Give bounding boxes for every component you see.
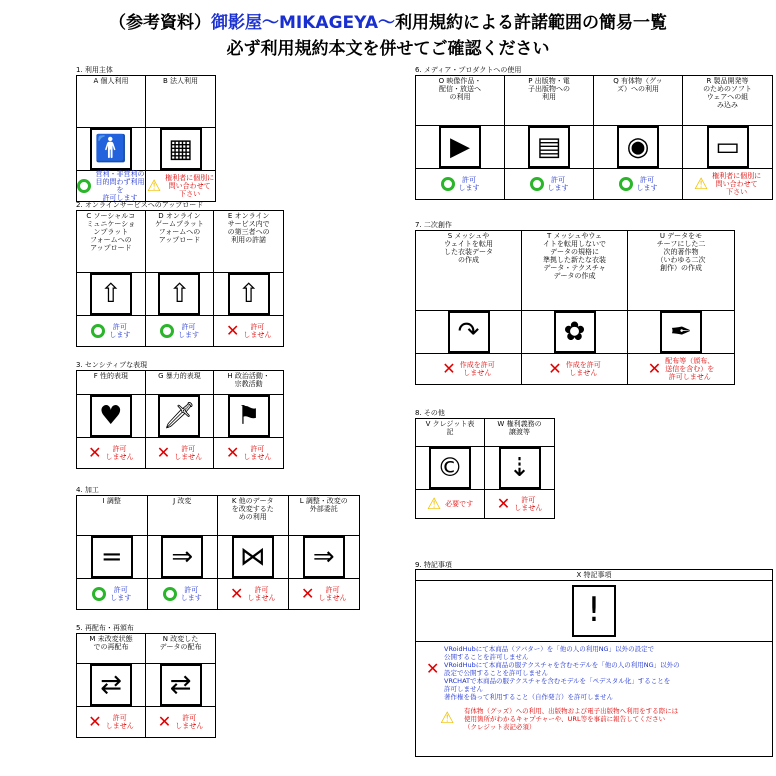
permission-cell bbox=[214, 371, 283, 468]
fabric-icon: ✿ bbox=[554, 311, 596, 353]
section-title: 5. 再配布・再頒布 bbox=[76, 624, 134, 632]
status bbox=[218, 579, 288, 609]
cross-icon: ✕ bbox=[230, 584, 244, 603]
status bbox=[214, 438, 283, 468]
permission-cell bbox=[77, 211, 146, 346]
status-text: 許可 します bbox=[177, 323, 199, 339]
cross-icon: ✕ bbox=[88, 443, 102, 462]
status bbox=[146, 171, 215, 201]
cross-icon: ✕ bbox=[156, 443, 171, 462]
section-title: 6. メディア・プロダクトへの使用 bbox=[415, 66, 522, 74]
permission-table bbox=[76, 370, 284, 469]
status-text: 許可 します bbox=[109, 323, 131, 339]
status bbox=[77, 707, 145, 737]
permission-cell bbox=[289, 496, 360, 609]
cell-header: F 性的表現 bbox=[77, 371, 145, 395]
upload-game-icon: ⇧ bbox=[158, 273, 200, 315]
status bbox=[77, 579, 147, 609]
status bbox=[214, 316, 283, 346]
status-text: 許可 しません bbox=[174, 445, 203, 461]
status-text: 許可 しません bbox=[243, 445, 272, 461]
status-text: 許可 します bbox=[547, 176, 569, 192]
status bbox=[146, 316, 214, 346]
section-title: 4. 加工 bbox=[76, 486, 99, 494]
status-text: 許可 します bbox=[458, 176, 480, 192]
status bbox=[416, 169, 504, 199]
status-text: 作成を許可 しません bbox=[565, 361, 601, 377]
status bbox=[522, 354, 627, 384]
section-title: 1. 利用主体 bbox=[76, 66, 113, 74]
status-text: 許可 しません bbox=[105, 714, 134, 730]
status bbox=[77, 171, 145, 201]
permission-table bbox=[76, 75, 216, 202]
section-title: 3. センシティブな表現 bbox=[76, 361, 148, 369]
section-title: 8. その他 bbox=[415, 409, 445, 417]
section-title: 9. 特記事項 bbox=[415, 561, 452, 569]
section-title: 2. オンラインサービスへのアップロード bbox=[76, 201, 204, 209]
permission-table bbox=[415, 230, 735, 385]
redistribute-icon: ⇄ bbox=[90, 664, 132, 706]
permission-cell bbox=[416, 231, 522, 384]
permission-cell bbox=[416, 76, 505, 199]
exclamation-icon: ! bbox=[416, 581, 772, 642]
permission-cell bbox=[77, 634, 146, 737]
status-text: 許可 しません bbox=[318, 586, 347, 602]
permission-cell bbox=[505, 76, 594, 199]
knife-icon: 🗡 bbox=[158, 395, 200, 437]
status-text: 権利者に個別に 問い合わせて 下さい bbox=[712, 172, 762, 196]
copyright-icon: © bbox=[429, 447, 471, 489]
permission-cell bbox=[218, 496, 289, 609]
transfer-icon: ⇣ bbox=[499, 447, 541, 489]
cell-header: Q 有体物（グッ ズ）への利用 bbox=[594, 76, 682, 126]
cell-header: I 調整 bbox=[77, 496, 147, 536]
permission-cell bbox=[214, 211, 283, 346]
cell-header: T メッシュやウェ イトを転用しないで データの規格に 準拠した新たな衣装 データ・テクスチャ データの作成 bbox=[522, 231, 627, 311]
cell-header: V クレジット表 記 bbox=[416, 419, 484, 447]
status-text: 配布等（頒布、 送信を含む）を 許可しません bbox=[665, 357, 715, 381]
status bbox=[505, 169, 593, 199]
status-text: 許可 しません bbox=[243, 323, 272, 339]
permission-cell bbox=[628, 231, 734, 384]
status-text: 許可 しません bbox=[175, 714, 204, 730]
permission-cell bbox=[77, 496, 148, 609]
page-subtitle: 必ず利用規約本文を併せてご確認ください bbox=[226, 39, 550, 59]
status bbox=[594, 169, 682, 199]
cell-header: A 個人利用 bbox=[77, 76, 145, 128]
permission-cell bbox=[77, 371, 146, 468]
status bbox=[485, 490, 554, 518]
cell-header: G 暴力的表現 bbox=[146, 371, 214, 395]
cell-header: O 映像作品・ 配信・放送へ の利用 bbox=[416, 76, 504, 126]
status-text: 許可 しません bbox=[105, 445, 134, 461]
share-icon: ⇧ bbox=[228, 273, 270, 315]
permission-table bbox=[415, 75, 773, 200]
permission-cell bbox=[485, 419, 554, 518]
permission-cell bbox=[522, 231, 628, 384]
notes-panel bbox=[415, 569, 773, 757]
permission-table bbox=[76, 633, 216, 738]
cell-header: P 出版物・電 子出版物への 利用 bbox=[505, 76, 593, 126]
permission-cell bbox=[146, 211, 215, 346]
status bbox=[146, 438, 214, 468]
status-text: 許可 します bbox=[180, 586, 202, 602]
person-icon: 🚹 bbox=[90, 128, 132, 170]
cell-header: R 製品開発等 のためのソフト ウェアへの組 み込み bbox=[683, 76, 772, 126]
software-icon: ▭ bbox=[707, 126, 749, 168]
cross-icon: ✕ bbox=[496, 494, 511, 513]
warning-icon: ⚠ bbox=[146, 176, 162, 195]
cross-icon: ✕ bbox=[426, 659, 440, 678]
cross-icon: ✕ bbox=[157, 712, 172, 731]
circle-ok-icon bbox=[160, 324, 174, 338]
circle-ok-icon bbox=[441, 177, 455, 191]
permission-table bbox=[76, 495, 360, 610]
caution-text: ⚠ 有体物（グッズ）への利用、出版物および電子出版物へ利用をする際には 使用箇所がわかるキャプチャーや、URL等を事前に報告してください （クレジット表記必須） bbox=[440, 707, 679, 731]
notes-header: X 特記事項 bbox=[416, 570, 772, 581]
cell-header: M 未改変状態 での再配布 bbox=[77, 634, 145, 664]
cell-header: B 法人利用 bbox=[146, 76, 215, 128]
cross-icon: ✕ bbox=[647, 359, 662, 378]
page-title: （参考資料）御影屋～MIKAGEYA～利用規約による許諾範囲の簡易一覧 bbox=[109, 13, 667, 33]
cross-icon: ✕ bbox=[301, 584, 315, 603]
status-text: 権利者に個別に 問い合わせて 下さい bbox=[165, 174, 215, 198]
status-text: 許可 しません bbox=[514, 496, 543, 512]
permission-table bbox=[415, 418, 555, 519]
status-text: 許可 しません bbox=[247, 586, 276, 602]
redistribute-modified-icon: ⇄ bbox=[160, 664, 202, 706]
warning-icon: ⚠ bbox=[440, 708, 455, 727]
cross-icon: ✕ bbox=[548, 359, 562, 378]
warning-icon: ⚠ bbox=[693, 174, 709, 193]
modify-icon: ⇒ bbox=[161, 536, 203, 578]
video-icon: ▶ bbox=[439, 126, 481, 168]
upload-avatar-icon: ⇧ bbox=[90, 273, 132, 315]
hearts-icon: ♥ bbox=[90, 395, 132, 437]
cell-header: W 権利義務の 譲渡等 bbox=[485, 419, 554, 447]
goods-icon: ◉ bbox=[617, 126, 659, 168]
permission-cell bbox=[146, 634, 215, 737]
building-icon: ▦ bbox=[160, 128, 202, 170]
permission-cell bbox=[148, 496, 219, 609]
status bbox=[77, 438, 145, 468]
status bbox=[683, 169, 772, 199]
status-text: 作成を許可 しません bbox=[459, 361, 495, 377]
bow-icon: ⋈ bbox=[232, 536, 274, 578]
status bbox=[148, 579, 218, 609]
adjust-icon: = bbox=[91, 536, 133, 578]
outsource-icon: ⇒ bbox=[303, 536, 345, 578]
status bbox=[77, 316, 145, 346]
cross-icon: ✕ bbox=[225, 443, 240, 462]
cell-header: K 他のデータ を改変するた めの利用 bbox=[218, 496, 288, 536]
circle-ok-icon bbox=[77, 179, 91, 193]
section-title: 7. 二次創作 bbox=[415, 221, 452, 229]
status bbox=[628, 354, 734, 384]
cross-icon: ✕ bbox=[225, 321, 240, 340]
cell-header: J 改変 bbox=[148, 496, 218, 536]
podium-icon: ⚑ bbox=[228, 395, 270, 437]
permission-cell bbox=[594, 76, 683, 199]
circle-ok-icon bbox=[92, 587, 106, 601]
permission-cell bbox=[146, 371, 215, 468]
status-text: 許可 します bbox=[636, 176, 658, 192]
permission-cell bbox=[146, 76, 215, 201]
pen-icon: ✒ bbox=[660, 311, 702, 353]
cross-icon: ✕ bbox=[88, 712, 102, 731]
rules-text: ✕ VRoidHubにて本商品（アバター）を「他の人の利用NG」以外の設定で 公開することを許可しません VRoidHubにて本商品の服テクスチャを含むモデルを「他の人の利用NG」以外の 設定で公開することを許可しません VRCHATで本商品の服テクスチャを含むモデルを「ペデスタル化」することを 許可しません 著作権を偽って利用すること（自作発言）を許可しません bbox=[426, 645, 680, 701]
cell-header: N 改変した データの配布 bbox=[146, 634, 215, 664]
mesh-icon: ↷ bbox=[448, 311, 490, 353]
status bbox=[416, 354, 521, 384]
circle-ok-icon bbox=[619, 177, 633, 191]
cell-header: H 政治活動・ 宗教活動 bbox=[214, 371, 283, 395]
warning-icon: ⚠ bbox=[426, 494, 442, 513]
status-text: 必要です bbox=[445, 500, 474, 508]
status-text: 許可 します bbox=[110, 586, 132, 602]
permission-cell bbox=[416, 419, 485, 518]
cell-header: L 調整・改変の 外部委託 bbox=[289, 496, 360, 536]
permission-cell bbox=[683, 76, 772, 199]
cell-header: S メッシュや ウェイトを転用 した衣装データ の作成 bbox=[416, 231, 521, 311]
cross-icon: ✕ bbox=[442, 359, 456, 378]
circle-ok-icon bbox=[91, 324, 105, 338]
cell-header: E オンライン サービス内で の第三者への 利用の許諾 bbox=[214, 211, 283, 273]
publication-icon: ▤ bbox=[528, 126, 570, 168]
cell-header: C ソーシャルコ ミュニケーショ ンプラット フォームへの アップロード bbox=[77, 211, 145, 273]
status bbox=[146, 707, 215, 737]
cell-header: U データをモ チーフにした二 次的著作物 （いわゆる二次 創作）の作成 bbox=[628, 231, 734, 311]
permission-cell bbox=[77, 76, 146, 201]
circle-ok-icon bbox=[163, 587, 177, 601]
status bbox=[289, 579, 360, 609]
permission-table bbox=[76, 210, 284, 347]
cell-header: D オンライン ゲームプラット フォームへの アップロード bbox=[146, 211, 214, 273]
status bbox=[416, 490, 484, 518]
status-text: 営利・非営利の 目的問わず利用を 許可します bbox=[95, 170, 145, 202]
circle-ok-icon bbox=[530, 177, 544, 191]
